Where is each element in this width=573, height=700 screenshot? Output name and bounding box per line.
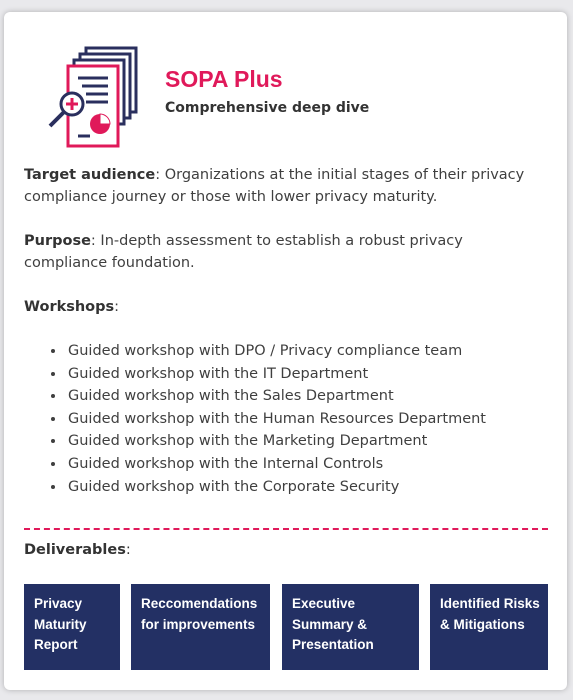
deliverable-box: Privacy Maturity Report: [24, 584, 120, 670]
deliverable-box: Executive Summary & Presentation: [282, 584, 419, 670]
deliverables-label: Deliverables: [24, 542, 126, 558]
deliverable-box: Identified Risks & Mitigations: [430, 584, 548, 670]
target-audience: [24, 164, 544, 208]
list-item: • Guided workshop with the Corporate Security: [66, 476, 546, 499]
deliverables-heading: Deliverables:: [24, 542, 131, 558]
card-subtitle: Comprehensive deep dive: [165, 100, 370, 116]
workshops-list: [48, 340, 546, 498]
deliverable-box: Reccomendations for improvements: [131, 584, 270, 670]
card-title: SOPA Plus: [165, 66, 283, 92]
list-item: • Guided workshop with the Internal Controls: [66, 453, 546, 476]
purpose: [24, 230, 544, 274]
list-item: • Guided workshop with the IT Department: [66, 363, 546, 386]
purpose-label: Purpose: [24, 233, 91, 249]
list-item: • Guided workshop with the Human Resources Department: [66, 408, 546, 431]
audit-report-magnifier-icon: [42, 46, 142, 152]
list-item: • Guided workshop with the Sales Department: [66, 385, 546, 408]
offer-card: [4, 12, 567, 690]
target-audience-label: Target audience: [24, 167, 156, 183]
dashed-divider: [24, 528, 548, 530]
list-item: • Guided workshop with the Marketing Department: [66, 430, 546, 453]
target-audience-text: : Organizations at the initial stages of their privacy compliance journey or those with lower privacy maturity.: [24, 167, 525, 205]
purpose-text: : In-depth assessment to establish a robust privacy compliance foundation.: [24, 233, 463, 271]
list-item: • Guided workshop with DPO / Privacy compliance team: [66, 340, 546, 363]
workshops-label: Workshops: [24, 299, 115, 315]
workshops-heading: Workshops:: [24, 299, 120, 315]
